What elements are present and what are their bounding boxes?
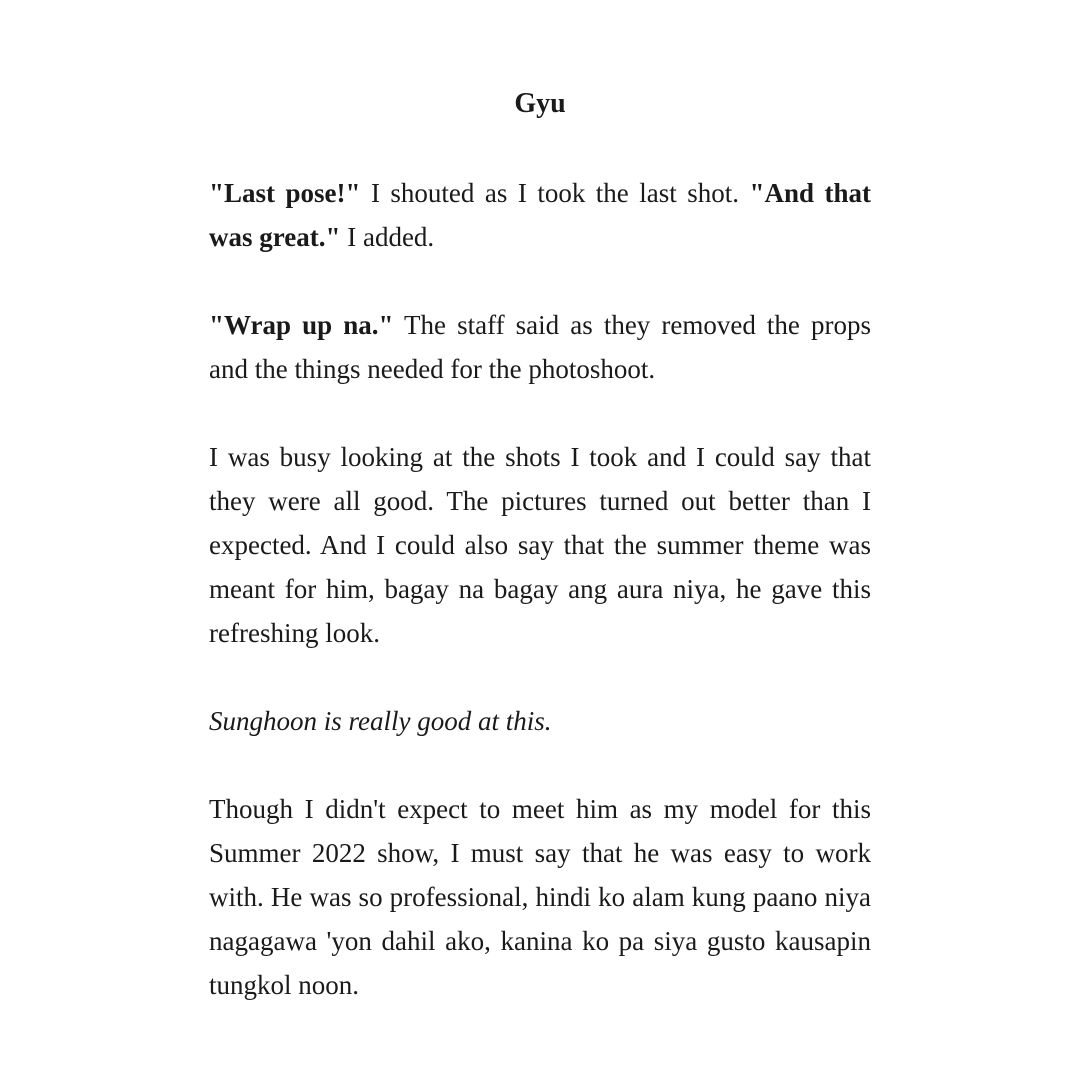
document-page [209,82,871,1051]
dialogue-last-pose: "Last pose!" [209,178,361,208]
chapter-title: Gyu [514,88,566,119]
dialogue-wrap-up: "Wrap up na." [209,310,394,340]
dialogue-that-was-great: "And that was great." [209,178,871,252]
narration-text: I added. [340,222,435,252]
narration-text: I shouted as I took the last shot. [360,178,750,208]
narration-text: The staff said as they removed the props and the things needed for the photoshoot. [209,310,871,384]
paragraph-2 [209,303,871,391]
paragraph-5: Though I didn't expect to meet him as my model for this Summer 2022 show, I must say that he was easy to work with. He was so professional, hindi ko alam kung paano niya nagagawa 'yon dahil ako, kanina ko pa siya gusto kausapin tungkol noon. [209,794,871,1000]
paragraph-1 [209,171,871,259]
paragraph-3: I was busy looking at the shots I took and I could say that they were all good. The pictures turned out better than I expected. And I could also say that the summer theme was meant for him, bagay na bagay ang aura niya, he gave this refreshing look. [209,442,871,648]
paragraph-4-thought: Sunghoon is really good at this. [209,706,552,736]
